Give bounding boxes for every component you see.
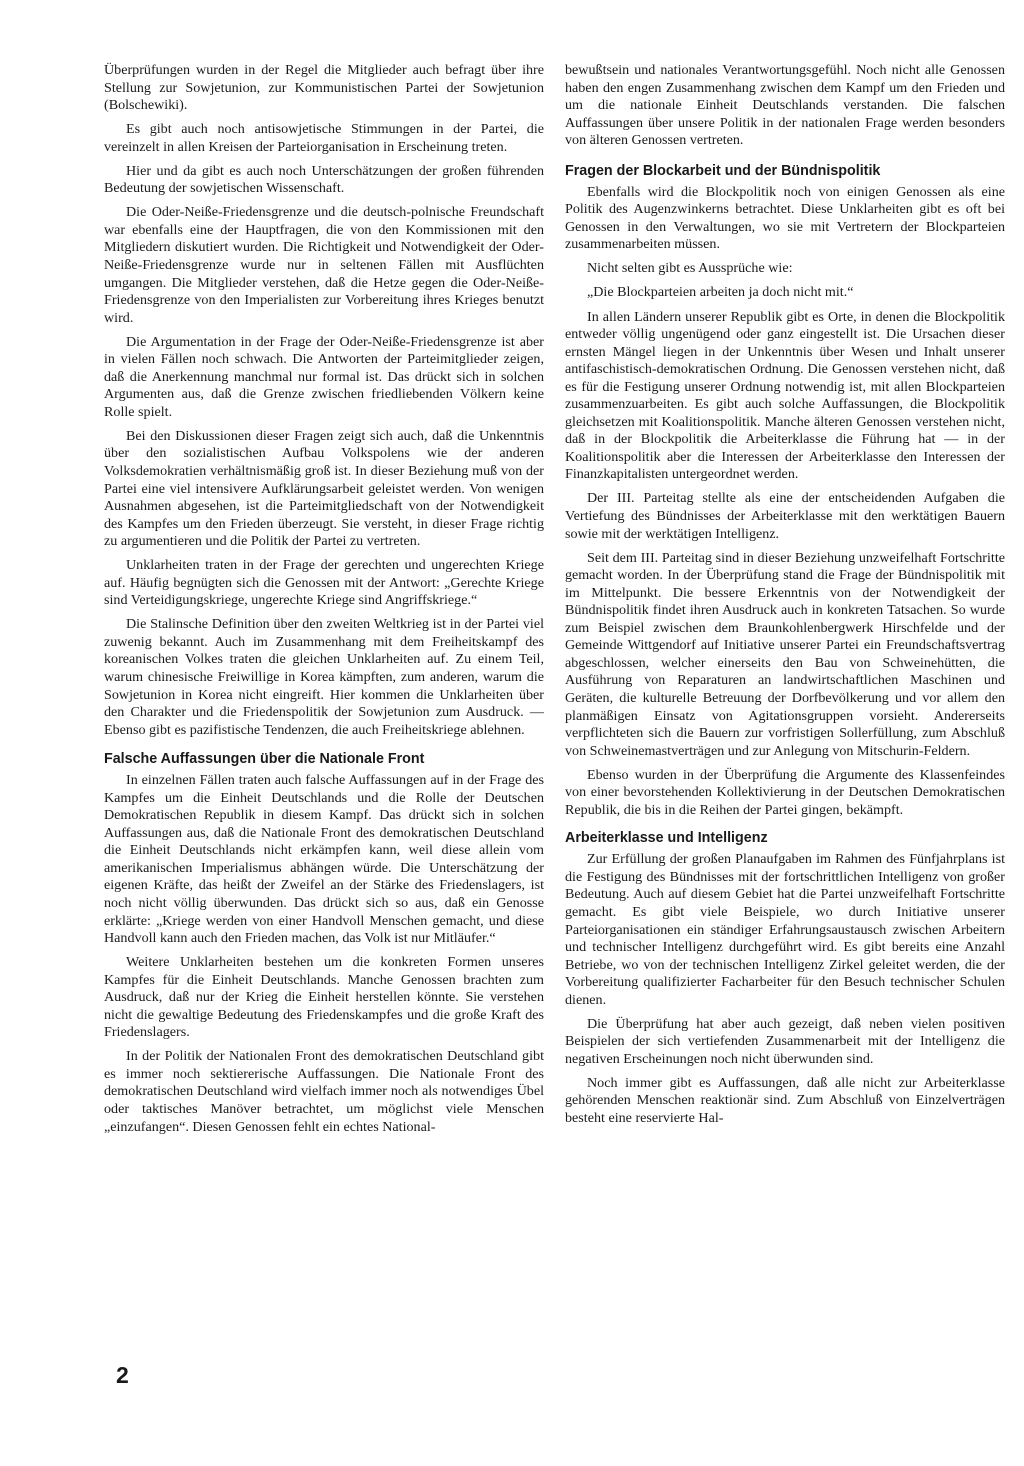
paragraph: In der Politik der Nationalen Front des demokratischen Deutschland gibt es immer noch sektiererische Auffassungen. Die Nationale Front des demokratischen Deutschland wird vielfach immer noch als notwendiges Übel oder taktisches Manöver betrachtet, um möglichst viele Menschen „einzufangen“. Diesen Genossen fehlt ein echtes National- bbox=[104, 1048, 544, 1135]
paragraph: Noch immer gibt es Auffassungen, daß alle nicht zur Arbeiterklasse gehörenden Menschen reaktionär sind. Zum Abschluß von Einzelverträgen besteht eine reservierte Hal- bbox=[565, 1074, 1005, 1126]
paragraph: Weitere Unklarheiten bestehen um die konkreten Formen unseres Kampfes für die Einheit Deutschlands. Manche Genossen brachten zum Ausdruck, daß nur der Krieg die Einheit herstellen könnte. Sie verstehen nicht die gewaltige Bedeutung des Friedenskampfes und die große Kraft des Friedenslagers. bbox=[104, 954, 544, 1041]
paragraph: Zur Erfüllung der großen Planaufgaben im Rahmen des Fünfjahrplans ist die Festigung des Bündnisses mit der fortschrittlichen Intelligenz von großer Bedeutung. Auch auf diesem Gebiet hat die Partei unzweifelhaft Fortschritte gemacht. Es gibt viele Beispiele, wo durch Initiative unserer Parteiorganisationen ein ständiger Erfahrungsaustausch zwischen Arbeitern und technischer Intelligenz durchgeführt wird. Es gibt bereits eine Anzahl Betriebe, wo von der technischen Intelligenz Zirkel geleitet werden, die der Vorbereitung qualifizierter Facharbeiter für den Besuch technischer Schulen dienen. bbox=[565, 851, 1005, 1008]
page-number: 2 bbox=[116, 1362, 129, 1388]
paragraph: In allen Ländern unserer Republik gibt es Orte, in denen die Blockpolitik entweder völlig ungenügend oder ganz eingestellt ist. Die Ursachen dieser ernsten Mängel liegen in der Unkenntnis über Wesen und Inhalt unserer antifaschistisch-demokratischen Ordnung. Die Genossen verstehen nicht, daß es für die Festigung unserer Ordnung notwendig ist, mit allen Blockparteien zusammenzuarbeiten. Es gibt auch solche Auffassungen, die Blockpolitik gleichsetzen mit Koalitionspolitik. Manche älteren Genossen verstehen nicht, daß in der Blockpolitik die Arbeiterklasse die Führung hat — in der Koalitionspolitik aber die Interessen der Arbeiterklasse den Interessen der Finanzkapitalisten untergeordnet werden. bbox=[565, 308, 1005, 483]
section-heading: Falsche Auffassungen über die Nationale Front bbox=[104, 751, 425, 768]
section-heading: Fragen der Blockarbeit und der Bündnispolitik bbox=[565, 162, 881, 179]
paragraph: Die Stalinsche Definition über den zweiten Weltkrieg ist in der Partei viel zuwenig bekannt. Auch im Zusammenhang mit dem Freiheitskampf des koreanischen Volkes traten die gleichen Unklarheiten auf. Zu einem Teil, warum chinesische Freiwillige in Korea kämpften, zum anderen, warum die Sowjetunion in Korea nicht eingreift. Hier kommen die Unklarheiten über den Charakter und die Friedenspolitik der Sowjetunion zum Ausdruck. — Ebenso gibt es pazifistische Tendenzen, die auch Freiheitskriege ablehnen. bbox=[104, 616, 544, 738]
right-column bbox=[565, 62, 1005, 1134]
paragraph: Die Oder-Neiße-Friedensgrenze und die deutsch-polnische Freundschaft war ebenfalls eine der Hauptfragen, die von den Kommissionen mit den Mitgliedern diskutiert wurden. Die Richtigkeit und Notwendigkeit der Oder-Neiße-Friedensgrenze wurde nur in seltenen Fällen mit Ausflüchten umgangen. Die Mitglieder verstehen, daß die Hetze gegen die Oder-Neiße-Friedensgrenze von den Imperialisten zur Vorbereitung ihres Krieges benutzt wird. bbox=[104, 204, 544, 326]
left-column bbox=[104, 62, 544, 1143]
paragraph: Die Überprüfung hat aber auch gezeigt, daß neben vielen positiven Beispielen der sich vertiefenden Zusammenarbeit mit der Intelligenz die negativen Erscheinungen noch nicht überwunden sind. bbox=[565, 1015, 1005, 1067]
paragraph: bewußtsein und nationales Verantwortungsgefühl. Noch nicht alle Genossen haben den engen Zusammenhang zwischen dem Kampf um den Frieden und um die nationale Einheit Deutschlands verstanden. Die falschen Auffassungen über unsere Politik in der nationalen Frage werden besonders von älteren Genossen vertreten. bbox=[565, 62, 1005, 149]
paragraph: Ebenfalls wird die Blockpolitik noch von einigen Genossen als eine Politik des Augenzwinkerns betrachtet. Diese Unklarheiten gibt es oft bei Genossen in den Verwaltungen, wo sie mit Vertretern der Blockparteien zusammenarbeiten müssen. bbox=[565, 183, 1005, 253]
paragraph: Überprüfungen wurden in der Regel die Mitglieder auch befragt über ihre Stellung zur Sowjetunion, zur Kommunistischen Partei der Sowjetunion (Bolschewiki). bbox=[104, 62, 544, 114]
paragraph: Bei den Diskussionen dieser Fragen zeigt sich auch, daß die Unkenntnis über den sozialistischen Aufbau Volkspolens wie der anderen Volksdemokratien verhältnismäßig groß ist. In dieser Beziehung muß von der Partei eine viel intensivere Aufklärungsarbeit geleistet werden. Von wenigen Ausnahmen abgesehen, ist die Parteimitgliedschaft von der Notwendigkeit des Kampfes um den Frieden überzeugt. Sie versteht, in dieser Frage richtig zu argumentieren und die Politik der Partei zu vertreten. bbox=[104, 427, 544, 550]
paragraph: Es gibt auch noch antisowjetische Stimmungen in der Partei, die vereinzelt in allen Kreisen der Parteiorganisation in Erscheinung treten. bbox=[104, 121, 544, 155]
paragraph: Die Argumentation in der Frage der Oder-Neiße-Friedensgrenze ist aber in vielen Fällen noch schwach. Die Antworten der Parteimitglieder zeigen, daß die Anerkennung manchmal nur formal ist. Das drückt sich in solchen Argumenten aus, daß die Grenze zwischen friedliebenden Völkern keine Rolle spielt. bbox=[104, 333, 544, 420]
section-heading: Arbeiterklasse und Intelligenz bbox=[565, 830, 768, 847]
paragraph: In einzelnen Fällen traten auch falsche Auffassungen auf in der Frage des Kampfes um die Einheit Deutschlands und die Rolle der Deutschen Demokratischen Republik in diesem Kampf. Das drückt sich in solchen Auffassungen aus, daß die Nationale Front des demokratischen Deutschland die Einheit Deutschlands nicht erkämpfen kann, weil diese allein vom amerikanischen Imperialismus abhängen würde. Die Unterschätzung der eigenen Kräfte, das heißt der Zweifel an der Stärke des Friedenslagers, ist noch nicht völlig überwunden. Das drückt sich so aus, daß ein Genosse erklärte: „Kriege werden von einer Handvoll Menschen gemacht, und diese Handvoll kann auch den Frieden machen, das Volk ist nur Mitläufer.“ bbox=[104, 772, 544, 947]
paragraph: Ebenso wurden in der Überprüfung die Argumente des Klassenfeindes von einer bevorstehenden Kollektivierung in der Deutschen Demokratischen Republik, die bis in die Reihen der Partei gingen, bekämpft. bbox=[565, 766, 1005, 818]
quote: „Die Blockparteien arbeiten ja doch nicht mit.“ bbox=[587, 284, 854, 301]
paragraph: Nicht selten gibt es Aussprüche wie: bbox=[587, 260, 793, 277]
paragraph: Der III. Parteitag stellte als eine der entscheidenden Aufgaben die Vertiefung des Bündnisses der Arbeiterklasse mit den werktätigen Bauern sowie mit der werktätigen Intelligenz. bbox=[565, 490, 1005, 542]
paragraph: Unklarheiten traten in der Frage der gerechten und ungerechten Kriege auf. Häufig begnügten sich die Genossen mit der Antwort: „Gerechte Kriege sind Verteidigungskriege, ungerechte Kriege sind Angriffskriege.“ bbox=[104, 557, 544, 609]
paragraph: Seit dem III. Parteitag sind in dieser Beziehung unzweifelhaft Fortschritte gemacht worden. In der Überprüfung stand die Frage der Bündnispolitik mit im Mittelpunkt. Die bessere Erkenntnis von der Notwendigkeit der Bündnispolitik findet ihren Ausdruck auch in konkreten Tatsachen. So wurde zum Beispiel zwischen dem Braunkohlenbergwerk Hirschfelde und der Gemeinde Wittgendorf auf Initiative unserer Partei ein Freundschaftsvertrag abgeschlossen, welcher einerseits den Bau von Schweinehütten, die Ausführung von Reparaturen an landwirtschaftlichen Maschinen und Geräten, die kulturelle Betreuung der Dorfbevölkerung und vor allem den planmäßigen Einsatz von Agitationsgruppen vorsieht. Andererseits verpflichteten sich die Bauern zur vorfristigen Sollerfüllung, zum Abschluß von Schweinemastverträgen und zur Anlegung von Mitschurin-Feldern. bbox=[565, 549, 1005, 759]
paragraph: Hier und da gibt es auch noch Unterschätzungen der großen führenden Bedeutung der sowjetischen Wissenschaft. bbox=[104, 162, 544, 197]
